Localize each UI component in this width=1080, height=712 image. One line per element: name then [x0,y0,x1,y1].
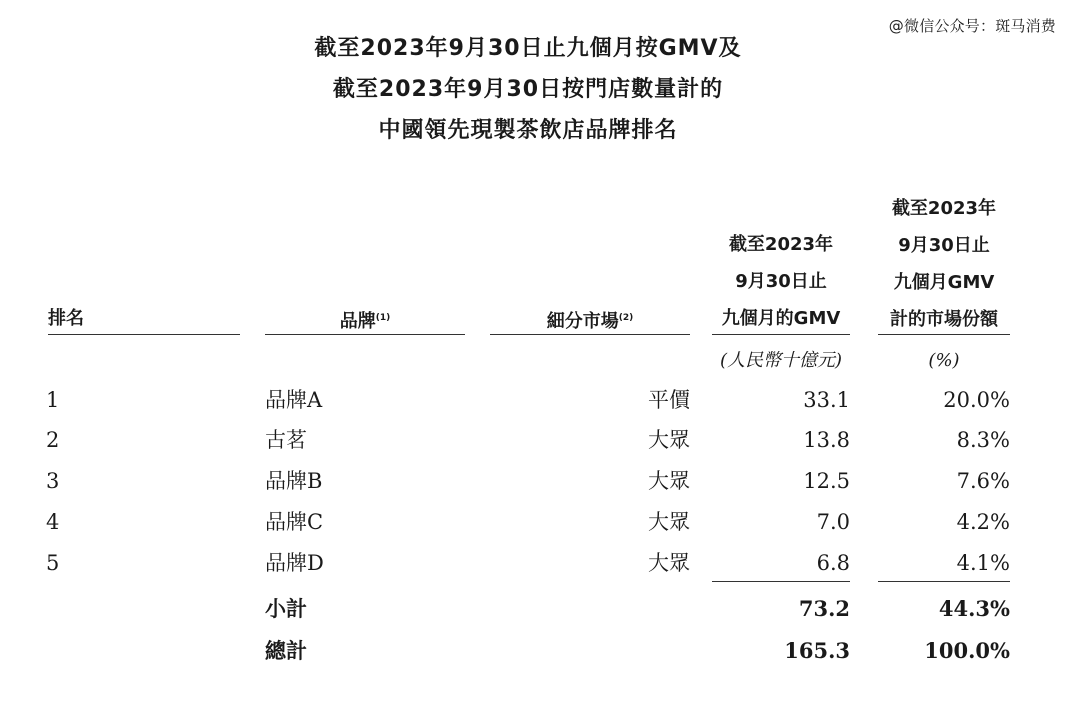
cell-share: 8.3% [956,428,1010,452]
subtotal-label: 小計 [265,597,307,621]
cell-gmv: 33.1 [803,388,850,412]
table-row [0,543,1080,583]
header-share-line: 計的市場份額 [890,309,998,330]
subtotal-share: 44.3% [938,596,1010,621]
subtotal-rule-gmv [712,581,850,582]
title-line-2: 截至2023年9月30日按門店數量計的 [332,77,724,102]
cell-segment: 大眾 [648,551,690,575]
cell-gmv: 13.8 [803,428,850,452]
cell-share: 20.0% [943,388,1010,412]
header-rule-share [878,334,1010,335]
cell-rank: 1 [46,388,60,412]
subtotal-gmv: 73.2 [798,596,850,621]
table-row [0,420,1080,460]
header-rule-segment [490,334,690,335]
subtotal-rule-share [878,581,1010,582]
unit-gmv: (人民幣十億元) [719,350,843,371]
header-gmv [712,226,850,337]
cell-gmv: 7.0 [816,510,850,534]
title-line-1: 截至2023年9月30日止九個月按GMV及 [314,36,742,61]
unit-share: (%) [928,350,960,371]
cell-brand: 品牌D [265,551,324,575]
cell-rank: 5 [46,551,60,575]
header-rule-brand [265,334,465,335]
header-market-share [878,190,1010,338]
cell-brand: 古茗 [265,428,307,452]
cell-rank: 3 [46,469,60,493]
watermark-text: @微信公众号：斑马消费 [888,17,1056,35]
header-share-line: 九個月GMV [893,272,995,293]
cell-segment: 平價 [648,388,690,412]
cell-gmv: 12.5 [803,469,850,493]
total-label: 總計 [265,639,307,663]
total-share: 100.0% [924,638,1010,663]
subtotal-row [0,589,1080,629]
cell-share: 4.2% [956,510,1010,534]
header-rule-gmv [712,334,850,335]
title-line-3: 中國領先現製茶飲店品牌排名 [378,118,678,143]
table-row [0,461,1080,501]
table-row [0,380,1080,420]
header-brand-footnote: (1) [375,313,391,323]
total-gmv: 165.3 [784,638,850,663]
cell-brand: 品牌B [265,469,323,493]
table-row [0,502,1080,542]
cell-segment: 大眾 [648,510,690,534]
header-segment-label: 細分市場 [546,311,619,332]
header-segment-footnote: (2) [618,313,634,323]
cell-gmv: 6.8 [816,551,850,575]
header-gmv-line: 9月30日止 [735,271,827,292]
header-rank: 排名 [48,308,84,329]
table-title [0,28,1056,151]
cell-brand: 品牌A [265,388,323,412]
cell-share: 4.1% [956,551,1010,575]
header-rule-rank [48,334,240,335]
cell-rank: 2 [46,428,60,452]
header-gmv-line: 九個月的GMV [721,308,841,329]
header-share-line: 9月30日止 [898,235,990,256]
cell-share: 7.6% [956,469,1010,493]
header-share-line: 截至2023年 [891,198,997,219]
cell-brand: 品牌C [265,510,324,534]
cell-segment: 大眾 [648,428,690,452]
header-gmv-line: 截至2023年 [728,234,834,255]
cell-segment: 大眾 [648,469,690,493]
header-brand-label: 品牌 [339,311,376,332]
total-row [0,631,1080,671]
cell-rank: 4 [46,510,60,534]
